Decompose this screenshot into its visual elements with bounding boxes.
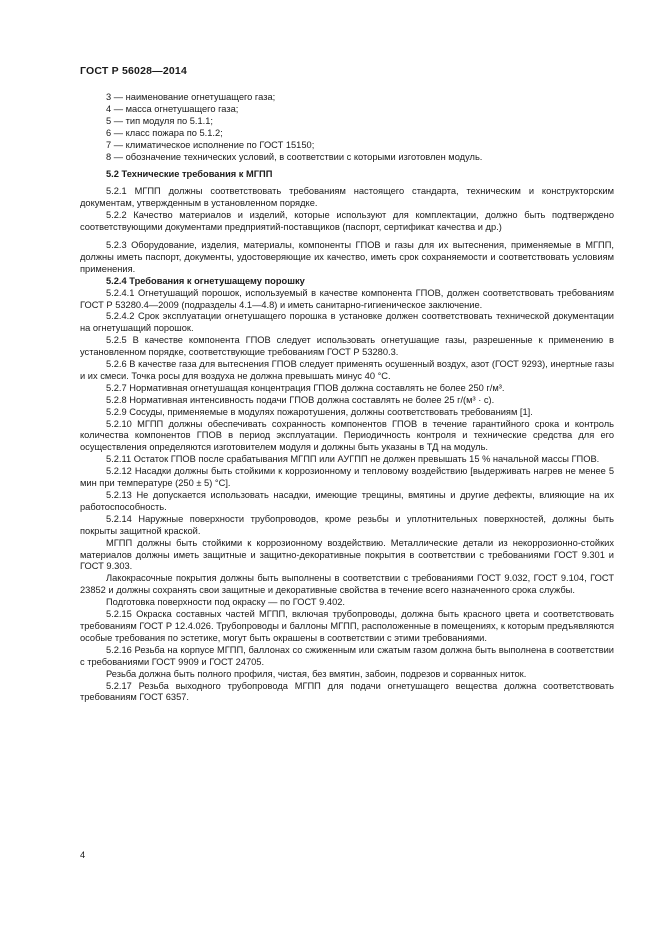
page-number: 4 <box>80 850 86 860</box>
paragraph-5-2-2: 5.2.2 Качество материалов и изделий, которые используют для комплектации, должно быть подтверждено соответствующими документами предприятий-поставщиков (паспорт, сертификат качества и др.) <box>80 210 614 233</box>
paragraph-thread-profile: Резьба должна быть полного профиля, чистая, без вмятин, забоин, подрезов и сорванных ниток. <box>106 668 527 679</box>
paragraph-surface-prep: Подготовка поверхности под окраску — по ГОСТ 9.402. <box>106 597 345 608</box>
paragraph-paint-coatings: Лакокрасочные покрытия должны быть выполнены в соответствии с требованиями ГОСТ 9.032, ГОСТ 9.104, ГОСТ 23852 и должны сохранять свои защитные и декоративные свойства в течение всего назначенного срока службы. <box>80 573 614 596</box>
paragraph-5-2-10: 5.2.10 МГПП должны обеспечивать сохранность компонентов ГПОВ в течение гарантийного срока и контроль количества компонентов ГПОВ в период эксплуатации. Периодичность контроля и технические средства для его осуществления определяются изготовителем модуля и должны быть указаны в ТД на модуль. <box>80 418 614 453</box>
paragraph-5-2-1: 5.2.1 МГПП должны соответствовать требованиям настоящего стандарта, техническим и конструкторским документам, утвержденным в установленном порядке. <box>80 186 614 209</box>
section-heading-5-2-4: 5.2.4 Требования к огнетушащему порошку <box>106 275 305 286</box>
document-body <box>80 92 614 704</box>
list-item: 8 — обозначение технических условий, в соответствии с которыми изготовлен модуль. <box>106 151 483 162</box>
list-item: 7 — климатическое исполнение по ГОСТ 15150; <box>106 139 315 150</box>
paragraph-5-2-13: 5.2.13 Не допускается использовать насадки, имеющие трещины, вмятины и другие дефекты, влияющие на их работоспособность. <box>80 490 614 512</box>
paragraph-5-2-9: 5.2.9 Сосуды, применяемые в модулях пожаротушения, должны соответствовать требованиям [1]. <box>106 406 533 417</box>
paragraph-5-2-7: 5.2.7 Нормативная огнетушащая концентрация ГПОВ должна составлять не более 250 г/м³. <box>106 382 505 393</box>
paragraph-mgpp-corrosion: МГПП должны быть стойкими к коррозионному воздействию. Металлические детали из некоррозионно-стойких материалов должны иметь защитные и защитно-декоративные покрытия в соответствии с требованиями ГОСТ 9.301 и ГОСТ 9.303. <box>80 537 614 572</box>
paragraph-5-2-17: 5.2.17 Резьба выходного трубопровода МГПП для подачи огнетушащего вещества должна соответствовать требованиям ГОСТ 6357. <box>80 680 614 703</box>
paragraph-5-2-3: 5.2.3 Оборудование, изделия, материалы, компоненты ГПОВ и газы для их вытеснения, применяемые в МГПП, должны иметь паспорт, документы, удостоверяющие их качество, иметь срок сохраняемости и соответствовать условиям применения. <box>80 239 614 274</box>
paragraph-5-2-4-1: 5.2.4.1 Огнетушащий порошок, используемый в качестве компонента ГПОВ, должен соответствовать требованиям ГОСТ Р 53280.4—2009 (подразделы 4.1—4.8) и иметь санитарно-гигиеническое заключение. <box>80 287 614 310</box>
paragraph-5-2-8: 5.2.8 Нормативная интенсивность подачи ГПОВ должна составлять не более 25 г/(м³ · с). <box>106 394 495 405</box>
paragraph-5-2-6: 5.2.6 В качестве газа для вытеснения ГПОВ следует применять осушенный воздух, азот (ГОСТ 9293), инертные газы и их смеси. Точка росы для воздуха не должна превышать минус 40 °С. <box>80 359 614 381</box>
paragraph-5-2-5: 5.2.5 В качестве компонента ГПОВ следует использовать огнетушащие газы, разрешенные к применению в установленном порядке, соответствующие требованиям ГОСТ Р 53280.3. <box>80 335 614 358</box>
paragraph-5-2-12: 5.2.12 Насадки должны быть стойкими к коррозионному и тепловому воздействию [выдерживать нагрев не менее 5 мин при температуре (250 ± 5) °С]. <box>80 466 614 489</box>
section-heading-5-2: 5.2 Технические требования к МГПП <box>106 169 273 180</box>
marking-list <box>80 92 614 163</box>
list-item: 3 — наименование огнетушащего газа; <box>106 92 276 102</box>
paragraph-5-2-15: 5.2.15 Окраска составных частей МГПП, включая трубопроводы, должна быть красного цвета и соответствовать требованиям ГОСТ Р 12.4.026. Трубопроводы и баллоны МГПП, расположенные в помещениях, к которым предъявляются особые требования по эстетике, могут быть окрашены в соответствии с этими требованиями. <box>80 609 614 643</box>
paragraph-5-2-11: 5.2.11 Остаток ГПОВ после срабатывания МГПП или АУГПП не должен превышать 15 % начальной массы ГПОВ. <box>106 454 600 465</box>
page-header-doc-id: ГОСТ Р 56028—2014 <box>80 65 188 77</box>
paragraph-5-2-16: 5.2.16 Резьба на корпусе МГПП, баллонах со сжиженным или сжатым газом должна быть выполнена в соответствии с требованиями ГОСТ 9909 и ГОСТ 24705. <box>80 644 614 667</box>
list-item: 5 — тип модуля по 5.1.1; <box>106 115 214 126</box>
list-item: 4 — масса огнетушащего газа; <box>106 103 239 114</box>
paragraph-5-2-4-2: 5.2.4.2 Срок эксплуатации огнетушащего порошка в установке должен соответствовать технической документации на огнетушащий порошок. <box>80 311 614 334</box>
list-item: 6 — класс пожара по 5.1.2; <box>106 127 223 138</box>
paragraph-5-2-14: 5.2.14 Наружные поверхности трубопроводов, кроме резьбы и уплотнительных поверхностей, должны быть покрыты защитной краской. <box>80 513 614 536</box>
